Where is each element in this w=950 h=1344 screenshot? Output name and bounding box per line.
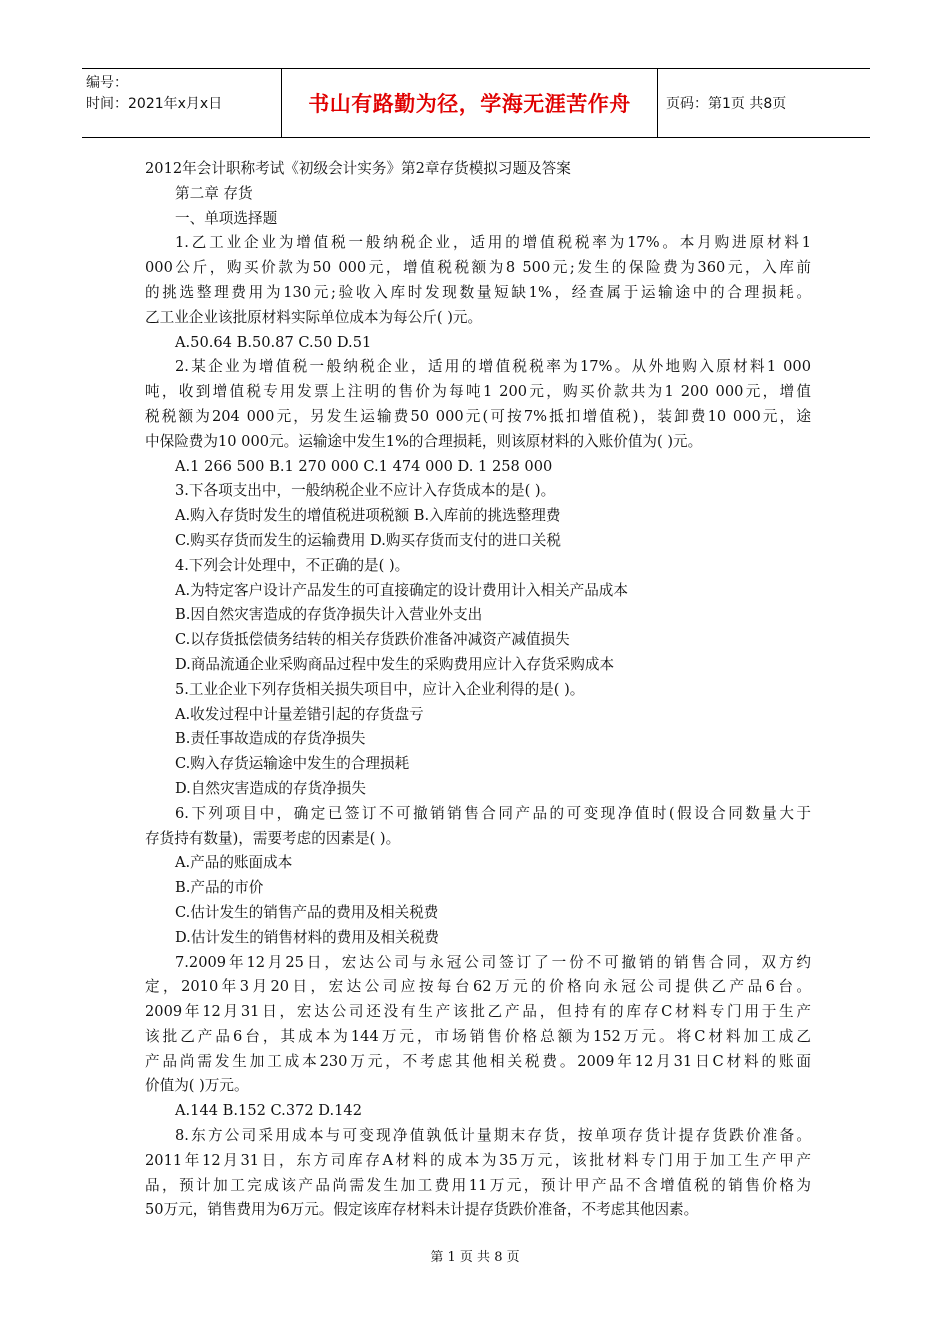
paragraph-line: A.产品的账面成本 (175, 854, 293, 872)
paragraph-line: B.产品的市价 (175, 879, 264, 897)
paragraph-line: 6.下列项目中，确定已签订不可撤销销售合同产品的可变现净值时(假设合同数量大于 (175, 804, 811, 822)
paragraph-line: 000公斤，购买价款为50 000元，增值税税额为8 500元;发生的保险费为360元，入库前 (145, 259, 811, 277)
paragraph-line: C.估计发生的销售产品的费用及相关税费 (175, 903, 439, 921)
paragraph-line: D.自然灾害造成的存货净损失 (175, 779, 366, 797)
paragraph-line: 品，预计加工完成该产品尚需发生加工费用11万元，预计甲产品不含增值税的销售价格为 (145, 1176, 811, 1194)
paragraph-line: 5.工业企业下列存货相关损失项目中，应计入企业利得的是( )。 (175, 680, 585, 698)
paragraph-line: A.50.64 B.50.87 C.50 D.51 (175, 333, 372, 351)
paragraph-line: 50万元，销售费用为6万元。假定该库存材料未计提存货跌价准备，不考虑其他因素。 (145, 1201, 699, 1219)
paragraph-line: 价值为( )万元。 (145, 1077, 249, 1095)
paragraph-line: B.因自然灾害造成的存货净损失计入营业外支出 (175, 606, 483, 624)
paragraph-line: 7.2009年12月25日，宏达公司与永冠公司签订了一份不可撤销的销售合同，双方约 (175, 953, 811, 971)
paragraph-line: 8.东方公司采用成本与可变现净值孰低计量期末存货，按单项存货计提存货跌价准备。 (175, 1127, 811, 1145)
paragraph-line: 1.乙工业企业为增值税一般纳税企业，适用的增值税税率为17%。本月购进原材料1 (175, 234, 811, 252)
document-body (145, 157, 811, 1223)
paragraph-line: 产品尚需发生加工成本230万元，不考虑其他相关税费。2009年12月31日C材料的账面 (145, 1052, 811, 1070)
header-number: 编号： (86, 75, 128, 91)
paragraph-line: C.以存货抵偿债务结转的相关存货跌价准备冲减资产减值损失 (175, 631, 570, 649)
section-heading: 一、单项选择题 (175, 209, 278, 227)
paragraph-line: A.为特定客户设计产品发生的可直接确定的设计费用计入相关产品成本 (175, 581, 628, 599)
question-list (145, 231, 811, 1223)
paragraph-line: A.1 266 500 B.1 270 000 C.1 474 000 D. 1 258 000 (175, 457, 553, 475)
paragraph-line: D.估计发生的销售材料的费用及相关税费 (175, 928, 439, 946)
paragraph-line: 税税额为204 000元，另发生运输费50 000元(可按7%抵扣增值税)，装卸费10 000元，途 (145, 407, 811, 425)
paragraph-line: A.收发过程中计量差错引起的存货盘亏 (175, 705, 424, 723)
header-info (82, 69, 282, 137)
paragraph-line: 4.下列会计处理中，不正确的是( )。 (175, 556, 410, 574)
paragraph-line: 乙工业企业该批原材料实际单位成本为每公斤( )元。 (145, 308, 483, 326)
paragraph-line: A.144 B.152 C.372 D.142 (175, 1102, 362, 1120)
document-title: 2012年会计职称考试《初级会计实务》第2章存货模拟习题及答案 (145, 160, 571, 177)
paragraph-line: 2009年12月31日，宏达公司还没有生产该批乙产品，但持有的库存C材料专门用于生产 (145, 1003, 811, 1021)
paragraph-line: 定，2010年3月20日，宏达公司应按每台62万元的价格向永冠公司提供乙产品6台。 (145, 978, 811, 996)
paragraph-line: 该批乙产品6台，其成本为144万元，市场销售价格总额为152万元。将C材料加工成乙 (145, 1027, 811, 1045)
paragraph-line: 2.某企业为增值税一般纳税企业，适用的增值税税率为17%。从外地购入原材料1 000 (175, 358, 811, 376)
chapter-heading: 第二章 存货 (175, 184, 253, 202)
paragraph-line: D.商品流通企业采购商品过程中发生的采购费用应计入存货采购成本 (175, 655, 615, 673)
paragraph-line: A.购入存货时发生的增值税进项税额 B.入库前的挑选整理费 (175, 507, 561, 525)
page-footer: 第 1 页 共 8 页 (430, 1250, 520, 1265)
page-header (82, 68, 870, 138)
paragraph-line: C.购入存货运输途中发生的合理损耗 (175, 755, 410, 773)
paragraph-line: 3.下各项支出中，一般纳税企业不应计入存货成本的是( )。 (175, 482, 556, 500)
paragraph-line: B.责任事故造成的存货净损失 (175, 730, 366, 748)
paragraph-line: 2011年12月31日，东方司库存A材料的成本为35万元，该批材料专门用于加工生产甲产 (145, 1151, 811, 1169)
paragraph-line: C.购买存货而发生的运输费用 D.购买存货而支付的进口关税 (175, 531, 561, 549)
paragraph-line: 吨，收到增值税专用发票上注明的售价为每吨1 200元，购买价款共为1 200 000元，增值 (145, 383, 811, 401)
paragraph-line: 的挑选整理费用为130元;验收入库时发现数量短缺1%，经查属于运输途中的合理损耗。 (145, 283, 811, 301)
header-time: 时间：2021年x月x日 (86, 96, 223, 112)
paragraph-line: 存货持有数量)，需要考虑的因素是( )。 (145, 829, 401, 847)
header-motto: 书山有路勤为径，学海无涯苦作舟 (282, 69, 658, 137)
paragraph-line: 中保险费为10 000元。运输途中发生1%的合理损耗，则该原材料的入账价值为( )元。 (145, 432, 703, 450)
header-page-number: 页码：第1页 共8页 (666, 96, 787, 112)
